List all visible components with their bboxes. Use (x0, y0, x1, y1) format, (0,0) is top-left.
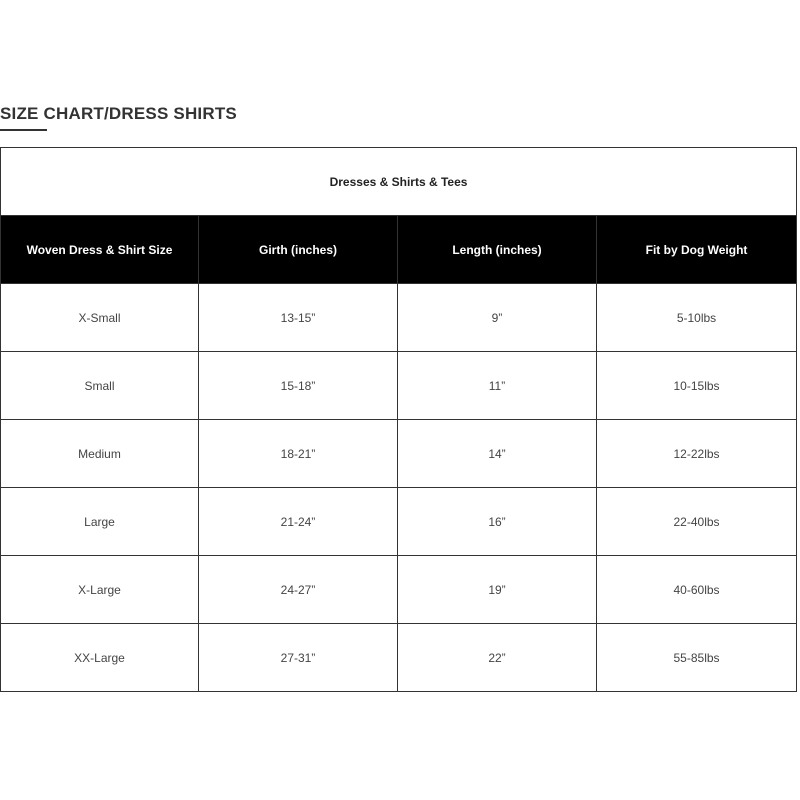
cell-weight: 22-40lbs (597, 488, 797, 556)
caption-row (1, 148, 797, 216)
cell-size: XX-Large (1, 624, 199, 692)
cell-weight: 12-22lbs (597, 420, 797, 488)
header-girth: Girth (inches) (199, 216, 398, 284)
cell-weight: 10-15lbs (597, 352, 797, 420)
table-row (1, 284, 797, 352)
header-length: Length (inches) (398, 216, 597, 284)
cell-length: 11” (398, 352, 597, 420)
cell-size: Small (1, 352, 199, 420)
cell-girth: 27-31” (199, 624, 398, 692)
cell-girth: 24-27” (199, 556, 398, 624)
header-row (1, 216, 797, 284)
cell-weight: 40-60lbs (597, 556, 797, 624)
header-weight: Fit by Dog Weight (597, 216, 797, 284)
table-row (1, 420, 797, 488)
table-caption: Dresses & Shirts & Tees (1, 148, 797, 216)
table-row (1, 488, 797, 556)
cell-girth: 21-24” (199, 488, 398, 556)
size-chart-table (0, 147, 797, 692)
page-title: SIZE CHART/DRESS SHIRTS (0, 104, 237, 123)
table-row (1, 556, 797, 624)
cell-size: X-Large (1, 556, 199, 624)
cell-girth: 18-21” (199, 420, 398, 488)
cell-length: 14” (398, 420, 597, 488)
title-underline (0, 129, 47, 131)
cell-length: 16” (398, 488, 597, 556)
cell-weight: 55-85lbs (597, 624, 797, 692)
cell-weight: 5-10lbs (597, 284, 797, 352)
cell-size: Medium (1, 420, 199, 488)
cell-girth: 15-18” (199, 352, 398, 420)
table-row (1, 352, 797, 420)
cell-length: 19” (398, 556, 597, 624)
table-row (1, 624, 797, 692)
cell-length: 22” (398, 624, 597, 692)
cell-length: 9” (398, 284, 597, 352)
cell-girth: 13-15” (199, 284, 398, 352)
header-size: Woven Dress & Shirt Size (1, 216, 199, 284)
cell-size: Large (1, 488, 199, 556)
cell-size: X-Small (1, 284, 199, 352)
